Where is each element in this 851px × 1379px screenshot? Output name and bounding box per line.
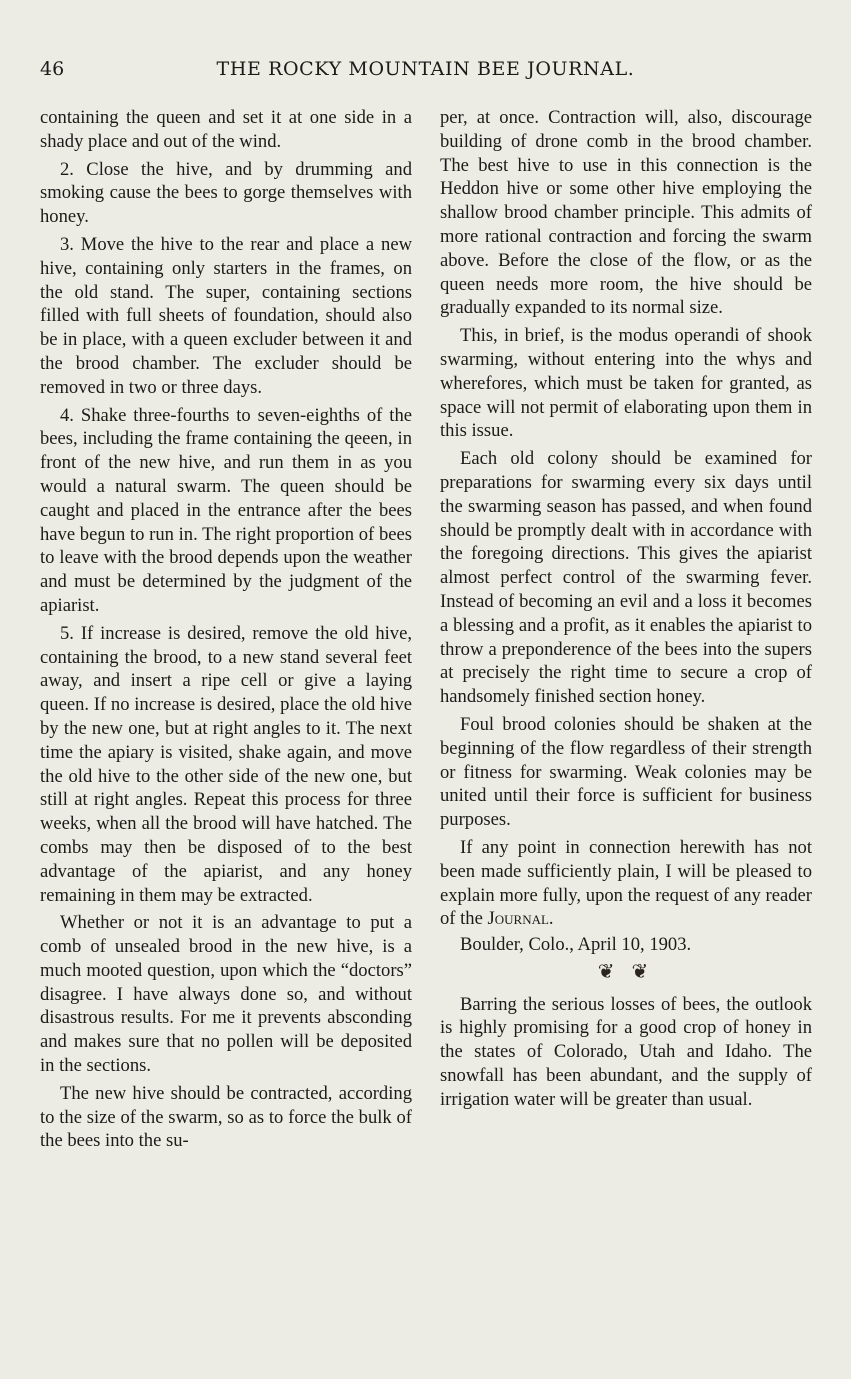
signoff: Boulder, Colo., April 10, 1903. bbox=[460, 934, 692, 956]
paragraph: per, at once. Contraction will, also, discourage building of drone comb in the brood chamber. The best hive to use in this connection is the Heddon hive or some other hive employing the shallow brood chamber principle. This admits of more rational contraction and forcing the swarm above. Before the close of the flow, or as the queen needs more room, the hive should be gradually expanded to its normal size. bbox=[440, 107, 812, 319]
journal-word: Journal. bbox=[487, 908, 554, 930]
page-header bbox=[40, 58, 811, 86]
journal-title: THE ROCKY MOUNTAIN BEE JOURNAL. bbox=[216, 58, 635, 80]
numbered-step-2: 2. Close the hive, and by drumming and smoking cause the bees to gorge themselves with honey. bbox=[40, 158, 412, 228]
closing-text: If any point in connection herewith has not been made sufficiently plain, I will be pleased to explain more fully, upon the request of any reader of the bbox=[440, 836, 812, 930]
paragraph: This, in brief, is the modus operandi of shook swarming, without entering into the whys and wherefores, which must be taken for granted, as space will not permit of elaborating upon them in this issue. bbox=[440, 325, 812, 442]
closing-paragraph bbox=[440, 836, 812, 931]
paragraph: Whether or not it is an advantage to put a comb of unsealed brood in the new hive, is a much mooted question, upon which the “doctors” disagree. I have always done so, and without disastrous results. For me it prevents absconding and makes sure that no pollen will be deposited in the sections. bbox=[40, 912, 412, 1077]
paragraph: Barring the serious losses of bees, the outlook is highly promising for a good crop of honey in the states of Colorado, Utah and Idaho. The snowfall has been abundant, and the supply of irrigation water will be greater than usual. bbox=[440, 993, 812, 1110]
right-column bbox=[440, 106, 812, 1116]
numbered-step-4: 4. Shake three-fourths to seven-eighths of the bees, including the frame containing the qeeen, in front of the new hive, and run them in as you would a natural swarm. The queen should be caught and placed in the entrance after the bees have begun to run in. The right proportion of bees to leave with the brood depends upon the weather and must be determined by the judgment of the apiarist. bbox=[40, 404, 412, 616]
left-column bbox=[40, 106, 412, 1157]
paragraph: Foul brood colonies should be shaken at the beginning of the flow regardless of their strength or fitness for swarming. Weak colonies may be united until their force is sufficient for business purposes. bbox=[440, 713, 812, 831]
paragraph: Each old colony should be examined for preparations for swarming every six days until the swarming season has passed, and when found should be promptly dealt with in accordance with the foregoing directions. This gives the apiarist almost perfect control of the swarming fever. Instead of becoming an evil and a loss it becomes a blessing and a profit, as it enables the apiarist to throw a preponderence of the bees into the supers at precisely the right time to secure a crop of handsomely finished section honey. bbox=[440, 448, 812, 708]
paragraph: containing the queen and set it at one side in a shady place and out of the wind. bbox=[40, 107, 412, 152]
page-number: 46 bbox=[40, 58, 65, 80]
numbered-step-3: 3. Move the hive to the rear and place a new hive, containing only starters in the frames, on the old stand. The super, containing sections filled with full sheets of foundation, should also be in place, with a queen excluder between it and the brood chamber. The excluder should be removed in two or three days. bbox=[40, 233, 412, 398]
paragraph: The new hive should be contracted, according to the size of the swarm, so as to force the bulk of the bees into the su- bbox=[40, 1082, 412, 1152]
ornament-divider-icon: ❦ ❦ bbox=[597, 960, 655, 983]
numbered-step-5: 5. If increase is desired, remove the old hive, containing the brood, to a new stand several feet away, and insert a ripe cell or give a laying queen. If no increase is desired, place the old hive by the new one, but at right angles to it. The next time the apiary is visited, shake again, and move the old hive to the other side of the new one, but still at right angles. Repeat this process for three weeks, when all the brood will have hatched. The combs may then be disposed of to the best advantage of the apiarist, and any honey remaining in them may be extracted. bbox=[40, 622, 412, 906]
